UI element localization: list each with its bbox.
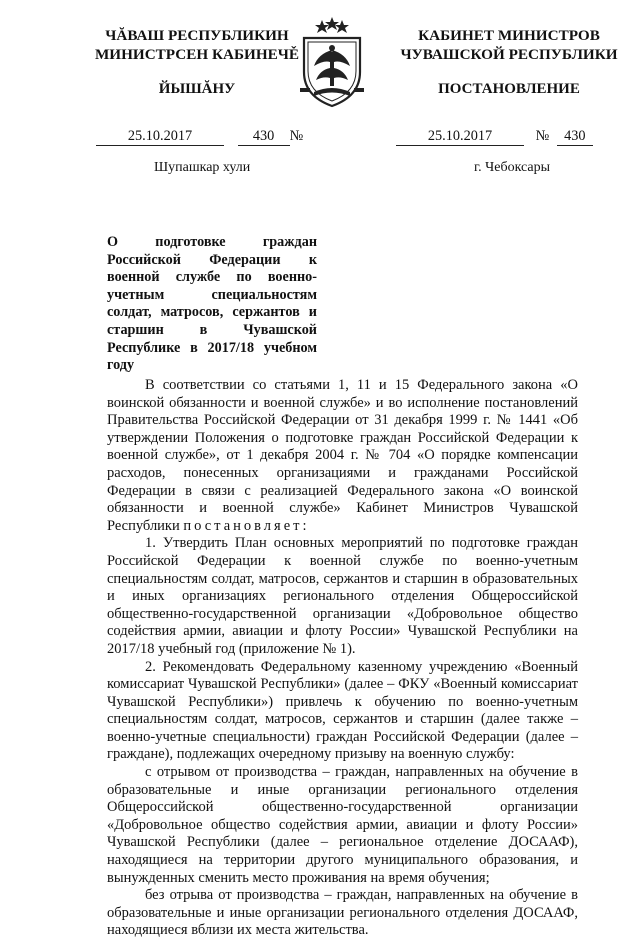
- header-left: [72, 26, 322, 99]
- paragraph-5: без отрыва от производства – граждан, направленных на обучение в образовательные и иные организации регионального отделения ДОСААФ, находящиеся вблизи их места жительства.: [107, 887, 578, 939]
- decree-word: постановляет:: [183, 517, 310, 534]
- paragraph-4: с отрывом от производства – граждан, направленных на обучение в образовательные и иные организации регионального отделения Общероссийской общественно-государственной организации «Добровольное общество содействия армии, авиации и флоту России» Чувашской Республики (далее – региональное отделение ДОСААФ), находящиеся на территории другого муниципального образования, и вынужденных сменить место проживания на время обучения;: [107, 764, 578, 886]
- city-left: Шупашкар хули: [154, 160, 251, 175]
- document-body: [107, 377, 578, 940]
- document-title: О подготовке граждан Российской Федерации к военной службе по военно-учетным специальностям солдат, матросов, сержантов и старшин в Чувашской Республике в 2017/18 учебном году: [107, 234, 317, 374]
- header-right-line2: ЧУВАШСКОЙ РЕСПУБЛИКИ: [400, 46, 618, 63]
- number-right: 430: [557, 128, 593, 146]
- header-right-line1: КАБИНЕТ МИНИСТРОВ: [418, 27, 600, 44]
- no-sign-right: №: [535, 128, 550, 144]
- header-right-doc-type: ПОСТАНОВЛЕНИЕ: [438, 81, 580, 97]
- number-left: 430: [238, 128, 290, 146]
- date-right: 25.10.2017: [396, 128, 524, 146]
- paragraph-1-text: В соответствии со статьями 1, 11 и 15 Федерального закона «О воинской обязанности и военной службе» и во исполнение постановлений Правительства Российской Федерации от 31 декабря 1999 г. № 1441 «Об утверждении Положения о подготовке граждан Российской Федерации к военной службе», от 1 декабря 2004 г. № 704 «О порядке компенсации расходов, понесенных организациями и гражданами Российской Федерации в связи с реализацией Федерального закона «О воинской обязанности и военной службе» Кабинет Министров Чувашской Республики: [107, 377, 578, 534]
- no-sign-left: №: [289, 128, 304, 144]
- header-left-doc-type: ЙЫШĂНУ: [158, 81, 236, 97]
- city-right: г. Чебоксары: [474, 160, 551, 175]
- header-left-line1: ЧĂВАШ РЕСПУБЛИКИН: [105, 27, 289, 44]
- chuvash-republic-emblem-icon: [294, 14, 370, 110]
- number-line-left: [96, 128, 303, 148]
- paragraph-2: 1. Утвердить План основных мероприятий по подготовке граждан Российской Федерации к военной службе по военно-учетным специальностям солдат, матросов, сержантов и старшин в образовательных и иных организациях регионального отделения Общероссийской общественно-государственной организации «Добровольное общество содействия армии, авиации и флоту России» Чувашской Республики на 2017/18 учебный год (приложение № 1).: [107, 535, 578, 657]
- date-left: 25.10.2017: [96, 128, 224, 146]
- number-line-right: [396, 128, 593, 148]
- header-right: [383, 26, 635, 99]
- paragraph-1: [107, 377, 578, 535]
- paragraph-3: 2. Рекомендовать Федеральному казенному учреждению «Военный комиссариат Чувашской Республики» (далее – ФКУ «Военный комиссариат Чувашской Республики») привлечь к обучению по военно-учетным специальностям солдат, матросов, сержантов и старшин (далее также – военно-учетные специальности) граждан Российской Федерации (далее – граждане), подлежащих очередному призыву на военную службу:: [107, 658, 578, 763]
- header-left-line2: МИНИСТРСЕН КАБИНЕЧĚ: [94, 46, 300, 63]
